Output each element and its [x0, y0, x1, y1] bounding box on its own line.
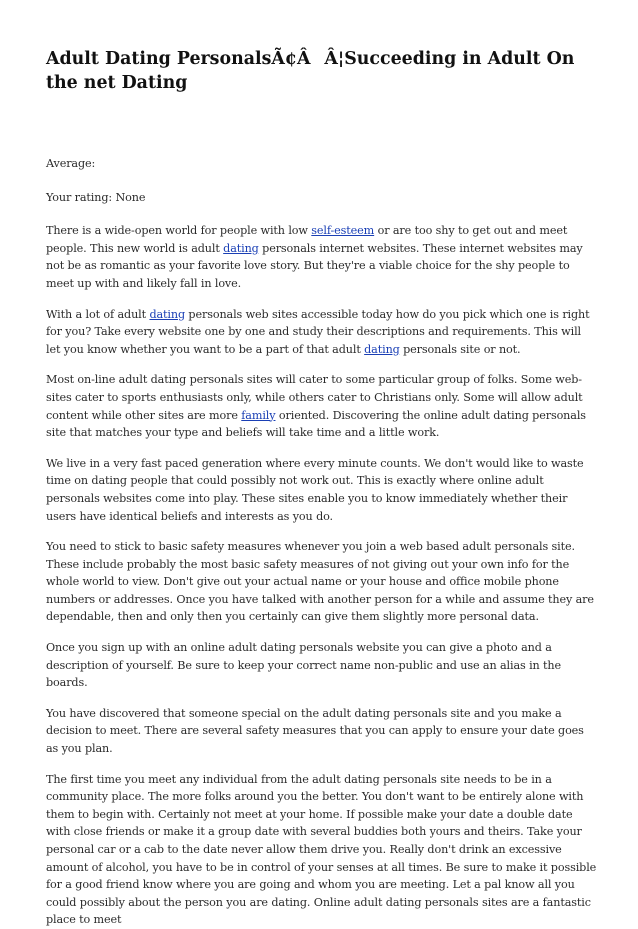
paragraph-text: personals web sites accessible today how do you pick which one is right for you? Take every website one by one and study their descriptions and requirements. This will let you know whether you want to be a part of that adult: [46, 307, 590, 356]
paragraph-3: [46, 371, 598, 441]
paragraph-text: oriented. Discovering the online adult dating personals site that matches your type and beliefs will take time and a little work.: [46, 408, 586, 440]
link-dating[interactable]: dating: [223, 241, 259, 255]
paragraph-text: personals site or not.: [399, 342, 521, 356]
paragraph-8: The first time you meet any individual from the adult dating personals site needs to be in a community place. The more folks around you the better. You don't want to be entirely alone with them to begin with. Certainly not meet at your home. If possible make your date a double date with close friends or make it a group date with several buddies both yours and theirs. Take your personal car or a cab to the date never allow them drive you. Really don't drink an excessive amount of alcohol, you have to be in control of your senses at all times. Be sure to make it possible for a good friend know where you are going and whom you are meeting. Let a pal know all you could possibly about the person you are dating. Online adult dating personals sites are a fantastic place to meet: [46, 772, 597, 927]
rating-label: Your rating: None: [46, 190, 146, 204]
paragraph-2: [46, 306, 598, 359]
average-label: Average:: [46, 157, 96, 170]
link-family[interactable]: family: [241, 408, 276, 422]
link-dating[interactable]: dating: [364, 342, 400, 356]
paragraph-6: Once you sign up with an online adult dating personals website you can give a photo and a description of yourself. Be sure to keep your correct name non-public and use an alias in the boards.: [46, 641, 562, 690]
link-dating[interactable]: dating: [149, 307, 185, 321]
paragraph-5: You need to stick to basic safety measures whenever you join a web based adult personals site. These include probably the most basic safety measures of not giving out your own info for the whole world to view. Don't give out your actual name or your house and office mobile phone numbers or addresses. Once you have talked with another person for a while and assume they are dependable, then and only then you certainly can give them slightly more personal data.: [46, 540, 594, 624]
paragraph-text: There is a wide-open world for people with low: [46, 224, 312, 238]
paragraph-text: or are too shy to get out and meet people. This new world is adult: [46, 224, 568, 255]
link-self-esteem[interactable]: self-esteem: [311, 224, 375, 238]
paragraph-4: We live in a very fast paced generation where every minute counts. We don't would like to waste time on dating people that could possibly not work out. This is exactly where online adult personals websites come into play. These sites enable you to know immediately whether their users have identical beliefs and interests as you do.: [46, 456, 584, 523]
paragraph-7: You have discovered that someone special on the adult dating personals site and you make a decision to meet. There are several safety measures that you can apply to ensure your date goes as you plan.: [46, 706, 584, 756]
paragraph-text: With a lot of adult: [46, 307, 150, 321]
paragraph-1: [46, 222, 598, 292]
paragraph-text: personals internet websites. These internet websites may not be as romantic as your favorite love story. But they're a viable choice for the shy people to meet up with and likely fall in love.: [46, 241, 583, 290]
page-title: Adult Dating PersonalsÃ¢ÂÂ¦Succeeding in Adult On the net Dating: [46, 49, 575, 93]
paragraph-text: Most on-line adult dating personals sites will cater to some particular group of folks. Some web-sites cater to sports enthusiasts only, while others cater to Christians only. Some will allow adult content while other sites are more: [46, 373, 583, 422]
rating-block: [46, 155, 598, 206]
